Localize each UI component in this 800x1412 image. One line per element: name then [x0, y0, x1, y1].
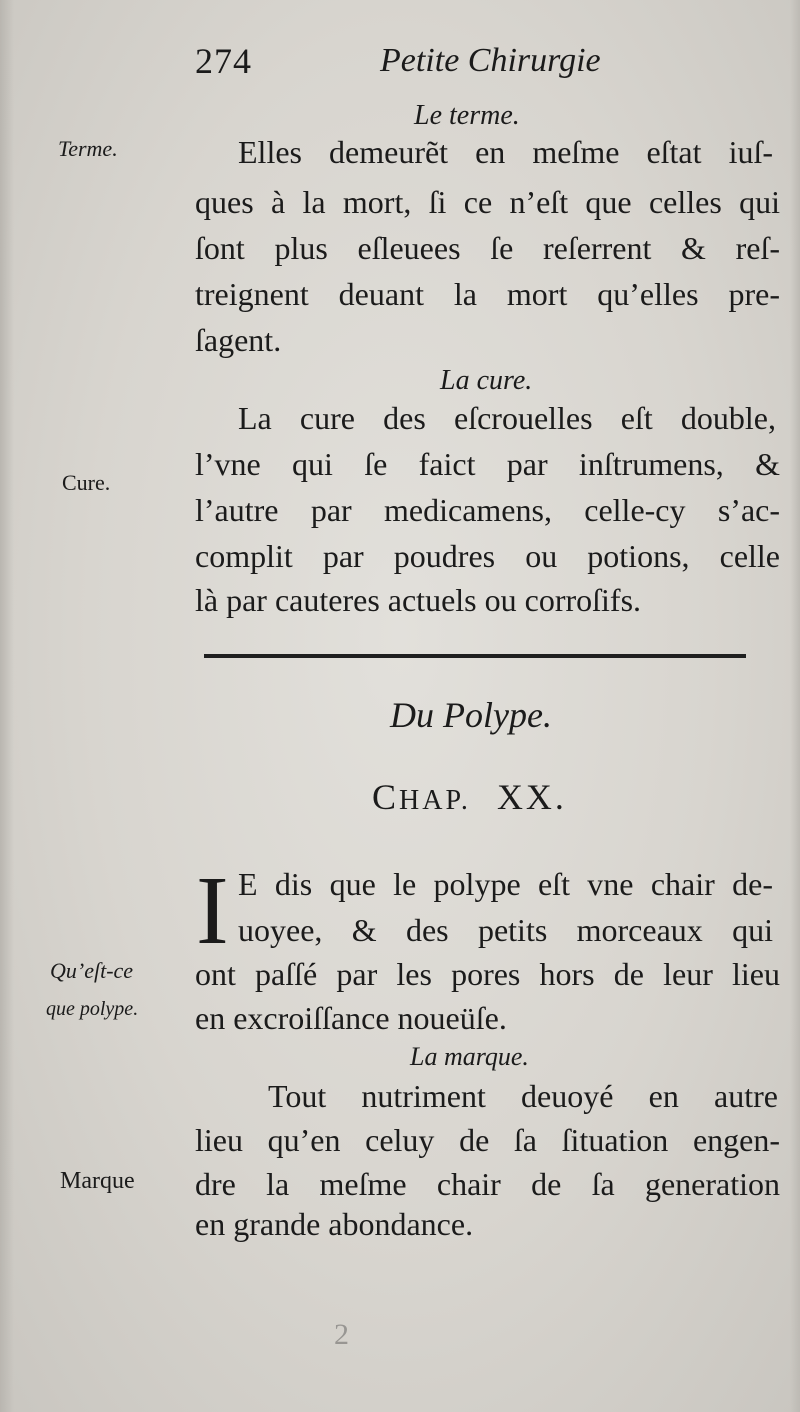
page-number: 274: [195, 41, 252, 81]
body-line: ſagent.: [195, 322, 282, 358]
body-line: ques à la mort, ſi ce n’eſt que celles qui: [195, 184, 780, 220]
subhead-terme: Le terme.: [414, 100, 520, 131]
drop-cap: I: [196, 857, 229, 965]
body-line: Elles demeurẽt en meſme eſtat iuſ-: [238, 134, 773, 170]
margin-note-terme: Terme.: [58, 136, 118, 161]
bleed-through-mark: 2: [334, 1318, 349, 1351]
body-line: treignent deuant la mort qu’elles pre-: [195, 276, 780, 312]
chapter-heading-rest: HAP.: [399, 785, 471, 816]
body-line: lieu qu’en celuy de ſa ſituation engen-: [195, 1122, 780, 1158]
body-line: ſont plus eſleuees ſe reſerrent & reſ-: [195, 230, 780, 266]
chapter-number: XX.: [496, 777, 567, 817]
margin-note-quest-ce: Qu’eſt-ce: [50, 958, 134, 983]
body-line: E dis que le polype eſt vne chair de-: [238, 866, 773, 902]
body-line: l’autre par medicamens, celle-cy s’ac-: [195, 492, 780, 528]
subhead-marque: La marque.: [410, 1042, 529, 1071]
body-line: Tout nutriment deuoyé en autre: [268, 1078, 778, 1114]
body-line: ont paſſé par les pores hors de leur lieu: [195, 956, 780, 992]
chapter-heading-initial: C: [372, 777, 400, 817]
subhead-cure: La cure.: [440, 365, 533, 396]
body-line: là par cauteres actuels ou corroſifs.: [195, 582, 642, 618]
body-line: dre la meſme chair de ſa generation: [195, 1166, 780, 1202]
chapter-heading: [372, 776, 567, 818]
body-line: l’vne qui ſe faict par inſtrumens, &: [195, 446, 780, 482]
body-line: La cure des eſcrouelles eſt double,: [238, 400, 776, 436]
body-line: uoyee, & des petits morceaux qui: [238, 912, 773, 948]
margin-note-cure: Cure.: [62, 470, 111, 495]
horizontal-rule: [204, 654, 746, 658]
running-title: Petite Chirurgie: [380, 42, 601, 79]
chapter-title: Du Polype.: [390, 695, 552, 735]
body-line: en excroiſſance noueüſe.: [195, 1000, 507, 1036]
body-line: complit par poudres ou potions, celle: [195, 538, 780, 574]
margin-note-que-polype: que polype.: [46, 998, 139, 1020]
body-line: en grande abondance.: [195, 1206, 474, 1242]
margin-note-marque: Marque: [60, 1168, 135, 1194]
